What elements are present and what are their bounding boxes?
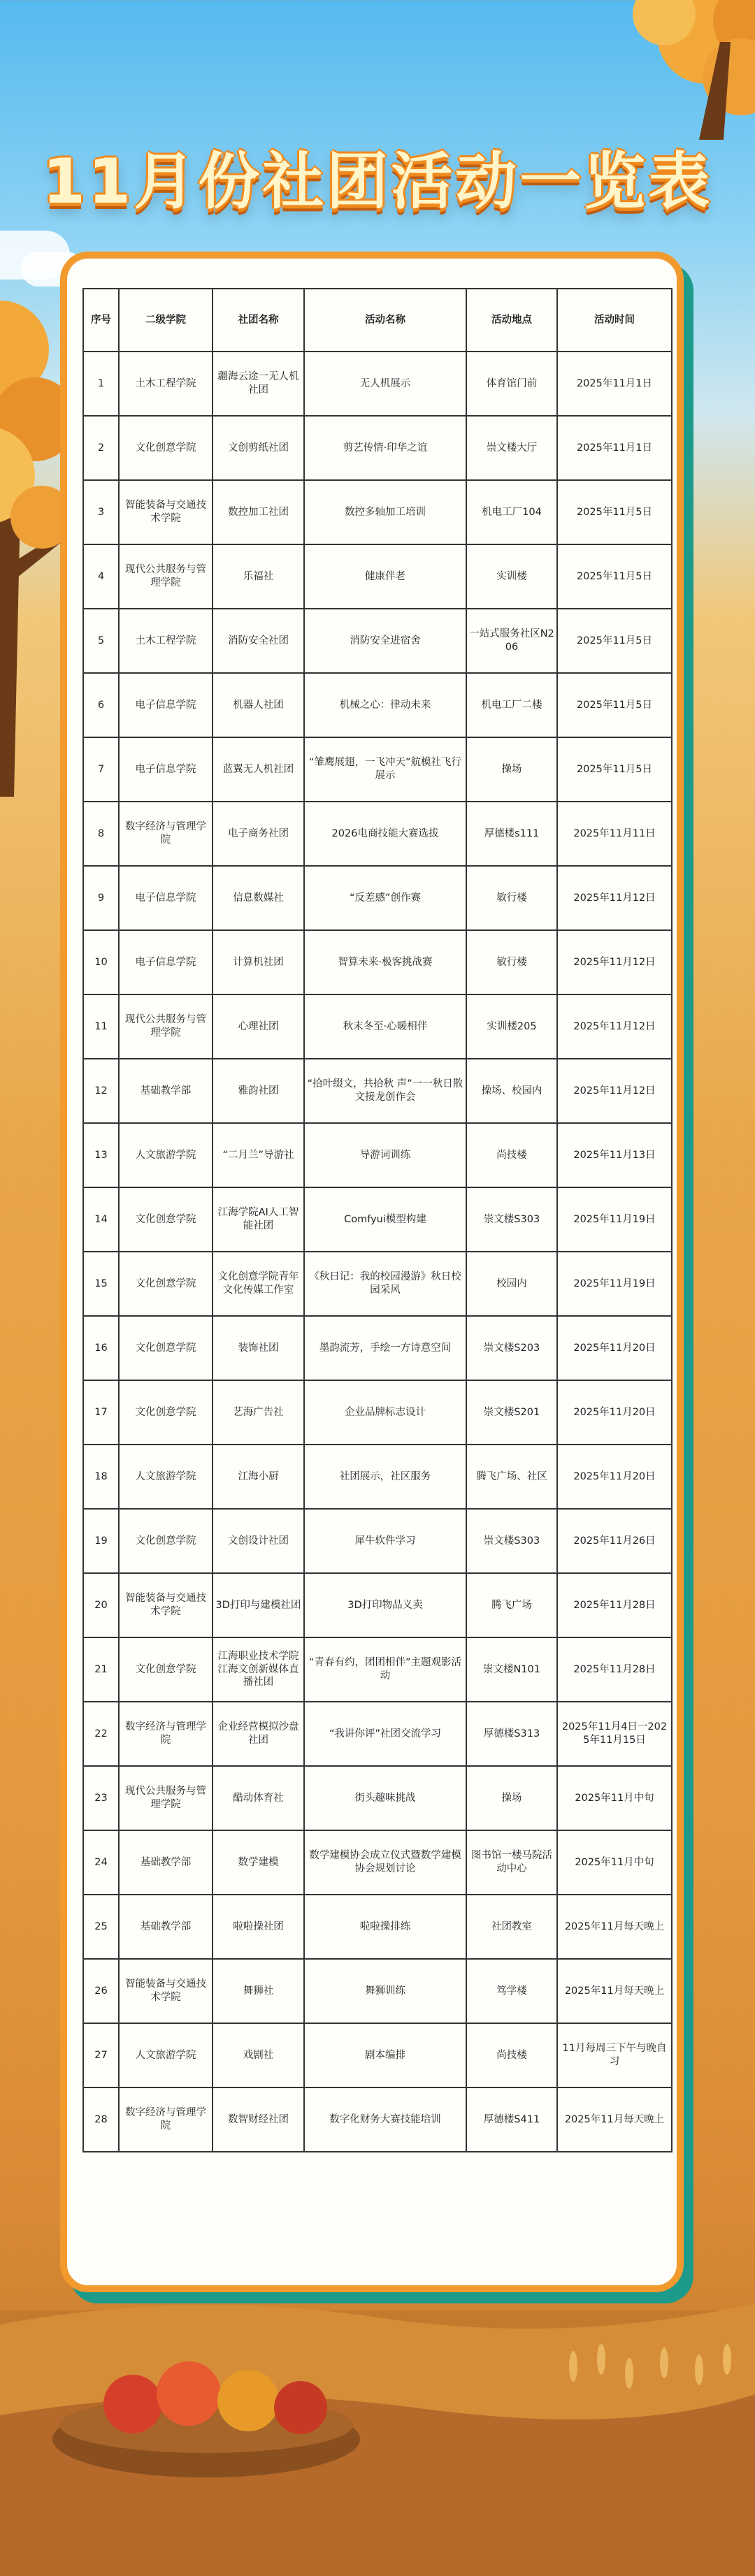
cell-time: 2025年11月26日 [557,1509,672,1573]
cell-college: 人文旅游学院 [119,1445,213,1509]
table-row [83,1509,672,1573]
cell-index: 21 [83,1637,119,1702]
header-college: 二级学院 [119,289,213,352]
table-body [83,352,672,2152]
cell-club-name: 数控加工社团 [213,480,304,544]
cell-activity-name: 剪艺传情·印华之谊 [304,416,466,480]
cell-location: 敏行楼 [466,866,557,930]
cell-index: 22 [83,1702,119,1766]
cell-college: 现代公共服务与管理学院 [119,994,213,1059]
cell-activity-name: 健康伴老 [304,544,466,609]
cell-club-name: 艺海广告社 [213,1380,304,1445]
cell-club-name: 装饰社团 [213,1316,304,1380]
cell-activity-name: 数字化财务大赛技能培训 [304,2087,466,2152]
header-time: 活动时间 [557,289,672,352]
cell-club-name: 计算机社团 [213,930,304,994]
cell-activity-name: 数学建模协会成立仪式暨数学建模协会规划讨论 [304,1830,466,1895]
cell-location: 崇文楼N101 [466,1637,557,1702]
cell-index: 20 [83,1573,119,1637]
cell-college: 基础教学部 [119,1895,213,1959]
cell-activity-name: 机械之心：律动未来 [304,673,466,737]
cell-activity-name: “雏鹰展翅，一飞冲天”航模社飞行展示 [304,737,466,802]
cell-location: 机电工厂二楼 [466,673,557,737]
cell-index: 13 [83,1123,119,1187]
cell-location: 厚德楼s111 [466,802,557,866]
cell-location: 机电工厂104 [466,480,557,544]
table-row [83,1445,672,1509]
table-row [83,1316,672,1380]
cell-location: 校园内 [466,1252,557,1316]
cell-index: 26 [83,1959,119,2023]
cell-location: 崇文楼S303 [466,1187,557,1252]
cell-college: 电子信息学院 [119,737,213,802]
cell-time: 2025年11月中旬 [557,1766,672,1830]
cell-activity-name: Comfyui模型构建 [304,1187,466,1252]
cell-activity-name: 秋末冬至·心暖相伴 [304,994,466,1059]
cell-location: 尚技楼 [466,2023,557,2087]
cell-club-name: 雅韵社团 [213,1059,304,1123]
cell-club-name: 消防安全社团 [213,609,304,673]
header-club-name: 社团名称 [213,289,304,352]
cell-time: 2025年11月20日 [557,1316,672,1380]
cell-location: 厚德楼S313 [466,1702,557,1766]
cell-index: 7 [83,737,119,802]
cell-time: 2025年11月19日 [557,1252,672,1316]
cell-activity-name: 《秋日记：我的校园漫游》秋日校园采风 [304,1252,466,1316]
cell-college: 基础教学部 [119,1059,213,1123]
table-row [83,1380,672,1445]
cell-club-name: 乐福社 [213,544,304,609]
cell-activity-name: 3D打印物品义卖 [304,1573,466,1637]
cell-index: 16 [83,1316,119,1380]
table-row [83,1959,672,2023]
cell-college: 土木工程学院 [119,609,213,673]
table-row [83,930,672,994]
table-row [83,1895,672,1959]
cell-location: 操场 [466,737,557,802]
cell-club-name: 信息数媒社 [213,866,304,930]
cell-index: 28 [83,2087,119,2152]
cell-college: 文化创意学院 [119,1316,213,1380]
cell-index: 11 [83,994,119,1059]
cell-time: 2025年11月1日 [557,416,672,480]
cell-activity-name: 导游词训练 [304,1123,466,1187]
cell-college: 文化创意学院 [119,1187,213,1252]
cell-time: 2025年11月每天晚上 [557,1895,672,1959]
cell-club-name: 蓝翼无人机社团 [213,737,304,802]
cell-club-name: 江海职业技术学院江海文创新媒体直播社团 [213,1637,304,1702]
table-row [83,352,672,416]
cell-time: 2025年11月5日 [557,737,672,802]
cell-location: 敏行楼 [466,930,557,994]
cell-location: 操场 [466,1766,557,1830]
cell-index: 5 [83,609,119,673]
cell-club-name: 疆海云途一无人机社团 [213,352,304,416]
table-row [83,2023,672,2087]
cell-college: 基础教学部 [119,1830,213,1895]
cell-club-name: 舞狮社 [213,1959,304,2023]
cell-time: 2025年11月每天晚上 [557,1959,672,2023]
cell-index: 9 [83,866,119,930]
cell-index: 18 [83,1445,119,1509]
cell-index: 15 [83,1252,119,1316]
cell-activity-name: 啦啦操排练 [304,1895,466,1959]
table-row [83,994,672,1059]
cell-time: 2025年11月4日一2025年11月15日 [557,1702,672,1766]
cell-college: 现代公共服务与管理学院 [119,1766,213,1830]
cell-college: 文化创意学院 [119,1380,213,1445]
cell-index: 4 [83,544,119,609]
cell-club-name: 酷动体育社 [213,1766,304,1830]
cell-college: 电子信息学院 [119,866,213,930]
cell-location: 社团教室 [466,1895,557,1959]
activity-table [82,288,673,2152]
cell-college: 电子信息学院 [119,673,213,737]
table-row [83,544,672,609]
cell-index: 19 [83,1509,119,1573]
cell-club-name: 数智财经社团 [213,2087,304,2152]
cell-club-name: 企业经营模拟沙盘社团 [213,1702,304,1766]
cell-club-name: 文创设计社团 [213,1509,304,1573]
cell-index: 10 [83,930,119,994]
cell-time: 2025年11月12日 [557,930,672,994]
header-location: 活动地点 [466,289,557,352]
cell-location: 笃学楼 [466,1959,557,2023]
cell-activity-name: 无人机展示 [304,352,466,416]
cell-college: 智能装备与交通技术学院 [119,1573,213,1637]
cell-time: 2025年11月19日 [557,1187,672,1252]
cell-activity-name: 消防安全进宿舍 [304,609,466,673]
cell-college: 人文旅游学院 [119,1123,213,1187]
table-row [83,673,672,737]
cell-location: 厚德楼S411 [466,2087,557,2152]
cell-time: 2025年11月28日 [557,1573,672,1637]
cell-time: 2025年11月5日 [557,544,672,609]
cell-time: 2025年11月1日 [557,352,672,416]
table-row [83,1187,672,1252]
cell-activity-name: “反差感”创作赛 [304,866,466,930]
table-row [83,1637,672,1702]
activity-table-wrapper [82,288,671,2152]
cell-college: 文化创意学院 [119,1252,213,1316]
cell-index: 6 [83,673,119,737]
cell-index: 27 [83,2023,119,2087]
cell-college: 文化创意学院 [119,416,213,480]
cell-activity-name: “青春有约，团团相伴”主题观影活动 [304,1637,466,1702]
cell-college: 人文旅游学院 [119,2023,213,2087]
cell-location: 图书馆一楼马院活动中心 [466,1830,557,1895]
cell-index: 24 [83,1830,119,1895]
cell-college: 电子信息学院 [119,930,213,994]
cell-club-name: 3D打印与建模社团 [213,1573,304,1637]
cell-location: 崇文楼S203 [466,1316,557,1380]
table-row [83,1252,672,1316]
cell-time: 2025年11月28日 [557,1637,672,1702]
cell-college: 数字经济与管理学院 [119,1702,213,1766]
cell-index: 14 [83,1187,119,1252]
cell-club-name: 江海学院AI人工智能社团 [213,1187,304,1252]
table-row [83,1766,672,1830]
cell-index: 2 [83,416,119,480]
cell-location: 一站式服务社区N206 [466,609,557,673]
cell-time: 2025年11月每天晚上 [557,2087,672,2152]
header-activity-name: 活动名称 [304,289,466,352]
header-index: 序号 [83,289,119,352]
table-row [83,802,672,866]
cell-location: 尚技楼 [466,1123,557,1187]
table-row [83,1123,672,1187]
cell-time: 2025年11月中旬 [557,1830,672,1895]
cell-club-name: 机器人社团 [213,673,304,737]
cell-college: 文化创意学院 [119,1509,213,1573]
cell-time: 2025年11月5日 [557,609,672,673]
cell-location: 崇文楼大厅 [466,416,557,480]
cell-activity-name: “拾叶缀文，共拾秋 声”一一秋日散文接龙创作会 [304,1059,466,1123]
cell-activity-name: 数控多轴加工培训 [304,480,466,544]
cell-index: 23 [83,1766,119,1830]
cell-location: 腾飞广场 [466,1573,557,1637]
cell-activity-name: 犀牛软件学习 [304,1509,466,1573]
cell-index: 17 [83,1380,119,1445]
table-row [83,737,672,802]
table-header-row [83,289,672,352]
cell-college: 智能装备与交通技术学院 [119,1959,213,2023]
cell-location: 体育馆门前 [466,352,557,416]
cell-club-name: 江海小厨 [213,1445,304,1509]
cell-activity-name: 社团展示，社区服务 [304,1445,466,1509]
cell-time: 2025年11月20日 [557,1380,672,1445]
table-row [83,416,672,480]
cell-time: 2025年11月13日 [557,1123,672,1187]
cell-location: 崇文楼S201 [466,1380,557,1445]
cell-activity-name: 2026电商技能大赛选拔 [304,802,466,866]
cell-time: 2025年11月12日 [557,994,672,1059]
cell-time: 2025年11月5日 [557,480,672,544]
fruit-basket [42,2327,371,2481]
cell-college: 土木工程学院 [119,352,213,416]
cell-club-name: 数学建模 [213,1830,304,1895]
cell-activity-name: “我讲你评”社团交流学习 [304,1702,466,1766]
table-row [83,609,672,673]
cell-time: 2025年11月12日 [557,866,672,930]
cell-location: 实训楼205 [466,994,557,1059]
cell-time: 2025年11月20日 [557,1445,672,1509]
cell-club-name: “二月兰”导游社 [213,1123,304,1187]
cell-time: 2025年11月12日 [557,1059,672,1123]
table-row [83,866,672,930]
autumn-tree-top-right [601,0,755,140]
cell-time: 2025年11月11日 [557,802,672,866]
cell-location: 腾飞广场、社区 [466,1445,557,1509]
table-row [83,1573,672,1637]
cell-location: 崇文楼S303 [466,1509,557,1573]
cell-index: 12 [83,1059,119,1123]
cell-time: 11月每周三下午与晚自习 [557,2023,672,2087]
cell-college: 数字经济与管理学院 [119,2087,213,2152]
cell-activity-name: 舞狮训练 [304,1959,466,2023]
cell-club-name: 电子商务社团 [213,802,304,866]
cell-index: 1 [83,352,119,416]
table-row [83,480,672,544]
table-row [83,2087,672,2152]
cell-location: 操场、校园内 [466,1059,557,1123]
cell-club-name: 啦啦操社团 [213,1895,304,1959]
cell-college: 现代公共服务与管理学院 [119,544,213,609]
cell-club-name: 戏剧社 [213,2023,304,2087]
cell-index: 8 [83,802,119,866]
table-row [83,1830,672,1895]
cell-activity-name: 墨韵流芳，手绘一方诗意空间 [304,1316,466,1380]
cell-activity-name: 剧本编排 [304,2023,466,2087]
table-row [83,1702,672,1766]
cell-time: 2025年11月5日 [557,673,672,737]
cell-index: 3 [83,480,119,544]
cell-activity-name: 街头趣味挑战 [304,1766,466,1830]
cell-club-name: 心理社团 [213,994,304,1059]
cell-club-name: 文创剪纸社团 [213,416,304,480]
cell-college: 文化创意学院 [119,1637,213,1702]
cell-club-name: 文化创意学院青年文化传媒工作室 [213,1252,304,1316]
cell-activity-name: 企业品牌标志设计 [304,1380,466,1445]
cell-college: 智能装备与交通技术学院 [119,480,213,544]
page-title: 11月份社团活动一览表 [42,145,713,217]
cell-location: 实训楼 [466,544,557,609]
cell-index: 25 [83,1895,119,1959]
table-row [83,1059,672,1123]
cell-activity-name: 智算未来·极客挑战赛 [304,930,466,994]
cell-college: 数字经济与管理学院 [119,802,213,866]
